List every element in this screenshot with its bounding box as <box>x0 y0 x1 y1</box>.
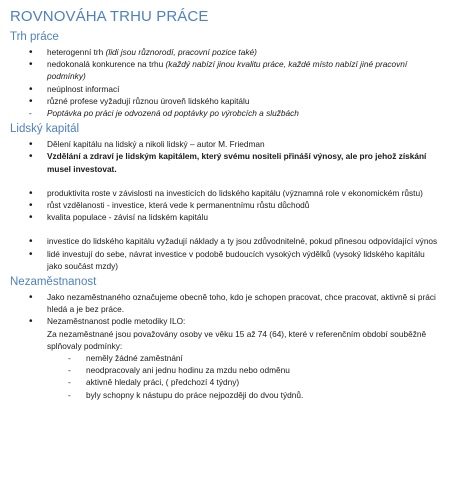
lidsky-kapital-list <box>10 138 443 272</box>
list-item <box>10 58 443 82</box>
bullet-marker <box>29 150 41 163</box>
list-item <box>10 376 443 388</box>
item-text: různé profese vyžadují různou úroveň lidského kapitálu <box>47 95 250 106</box>
item-text: byly schopny k nástupu do práce nejpozději do dvou týdnů. <box>86 389 304 400</box>
item-text: neměly žádné zaměstnání <box>86 353 183 364</box>
bullet-marker <box>29 315 41 328</box>
item-note: (každý nabízí jinou kvalitu práce, každé místo nabízí jiné pracovní podmínky) <box>47 59 408 82</box>
item-note: Poptávka po práci je odvozená od poptávky po výrobcích a službách <box>47 108 299 119</box>
item-text: Dělení kapitálu na lidský a nikoli lidský – autor M. Friedman <box>47 139 265 150</box>
dash-marker <box>68 389 80 401</box>
item-text: aktivně hledaly práci, ( předchozí 4 týdny) <box>86 377 240 388</box>
list-item <box>10 364 443 376</box>
list-item <box>10 315 443 327</box>
item-text: kvalita populace - závisí na lidském kapitálu <box>47 212 208 223</box>
item-text: lidé investují do sebe, návrat investice v podobě budoucích vysokých výdělků (vysoký lidského kapitálu jako součást mzdy) <box>47 248 425 271</box>
item-text: růst vzdělanosti - investice, která vede k permanentnímu růstu důchodů <box>47 200 310 211</box>
section-heading-lidsky-kapital: Lidský kapitál <box>10 123 80 136</box>
item-text: neodpracovaly ani jednu hodinu za mzdu nebo odměnu <box>86 365 290 376</box>
dash-marker <box>29 107 41 119</box>
item-text: Nezaměstnanost podle metodiky ILO: <box>47 316 186 327</box>
item-text: nedokonalá konkurence na trhu <box>47 59 166 70</box>
ilo-definition-paragraph: Za nezaměstnané jsou považovány osoby ve věku 15 až 74 (64), které v referenčním období souběžně splňovaly podmínky: <box>47 328 427 351</box>
spacer <box>10 175 443 187</box>
list-item <box>10 187 443 199</box>
bullet-marker <box>29 211 41 224</box>
section-heading-trh-prace: Trh práce <box>10 31 59 43</box>
nezamestnanost-list <box>10 291 443 328</box>
dash-marker <box>68 364 80 376</box>
list-item <box>10 352 443 364</box>
dash-marker <box>68 376 80 388</box>
list-item <box>10 107 443 119</box>
list-item <box>10 83 443 95</box>
spacer <box>10 223 443 235</box>
item-text: Jako nezaměstnaného označujeme obecně toho, kdo je schopen pracovat, chce pracovat, aktivně si práci hledá a je bez práce. <box>47 292 436 315</box>
list-item <box>10 291 443 315</box>
item-text-bold: Vzdělání a zdraví je lidským kapitálem, který svému nositeli přináší výnosy, ale pro jehož získání musel investovat. <box>47 151 427 174</box>
ilo-conditions-list <box>10 352 443 401</box>
bullet-marker <box>29 248 41 261</box>
list-item <box>10 248 443 272</box>
item-text: neúplnost informací <box>47 83 120 94</box>
list-item <box>10 199 443 211</box>
item-text: investice do lidského kapitálu vyžadují náklady a ty jsou zdůvodnitelné, pokud přinesou odpovídající výnos <box>47 236 438 247</box>
bullet-marker <box>29 58 41 71</box>
bullet-marker <box>29 291 41 304</box>
dash-marker <box>68 352 80 364</box>
list-item <box>10 235 443 247</box>
list-item <box>10 211 443 223</box>
item-text: heterogenní trh <box>47 47 106 57</box>
section-heading-nezamestnanost: Nezaměstnanost <box>10 276 97 289</box>
list-item <box>10 138 443 150</box>
document-title: ROVNOVÁHA TRHU PRÁCE <box>10 8 209 25</box>
list-item <box>10 389 443 401</box>
list-item <box>10 150 443 174</box>
item-note: (lidi jsou různorodí, pracovní pozice také) <box>105 47 257 57</box>
list-item <box>10 95 443 107</box>
list-item <box>10 46 443 58</box>
item-text: produktivita roste v závislosti na investicích do lidského kapitálu (významná role v ekonomickém růstu) <box>47 187 423 198</box>
trh-prace-list <box>10 46 443 119</box>
